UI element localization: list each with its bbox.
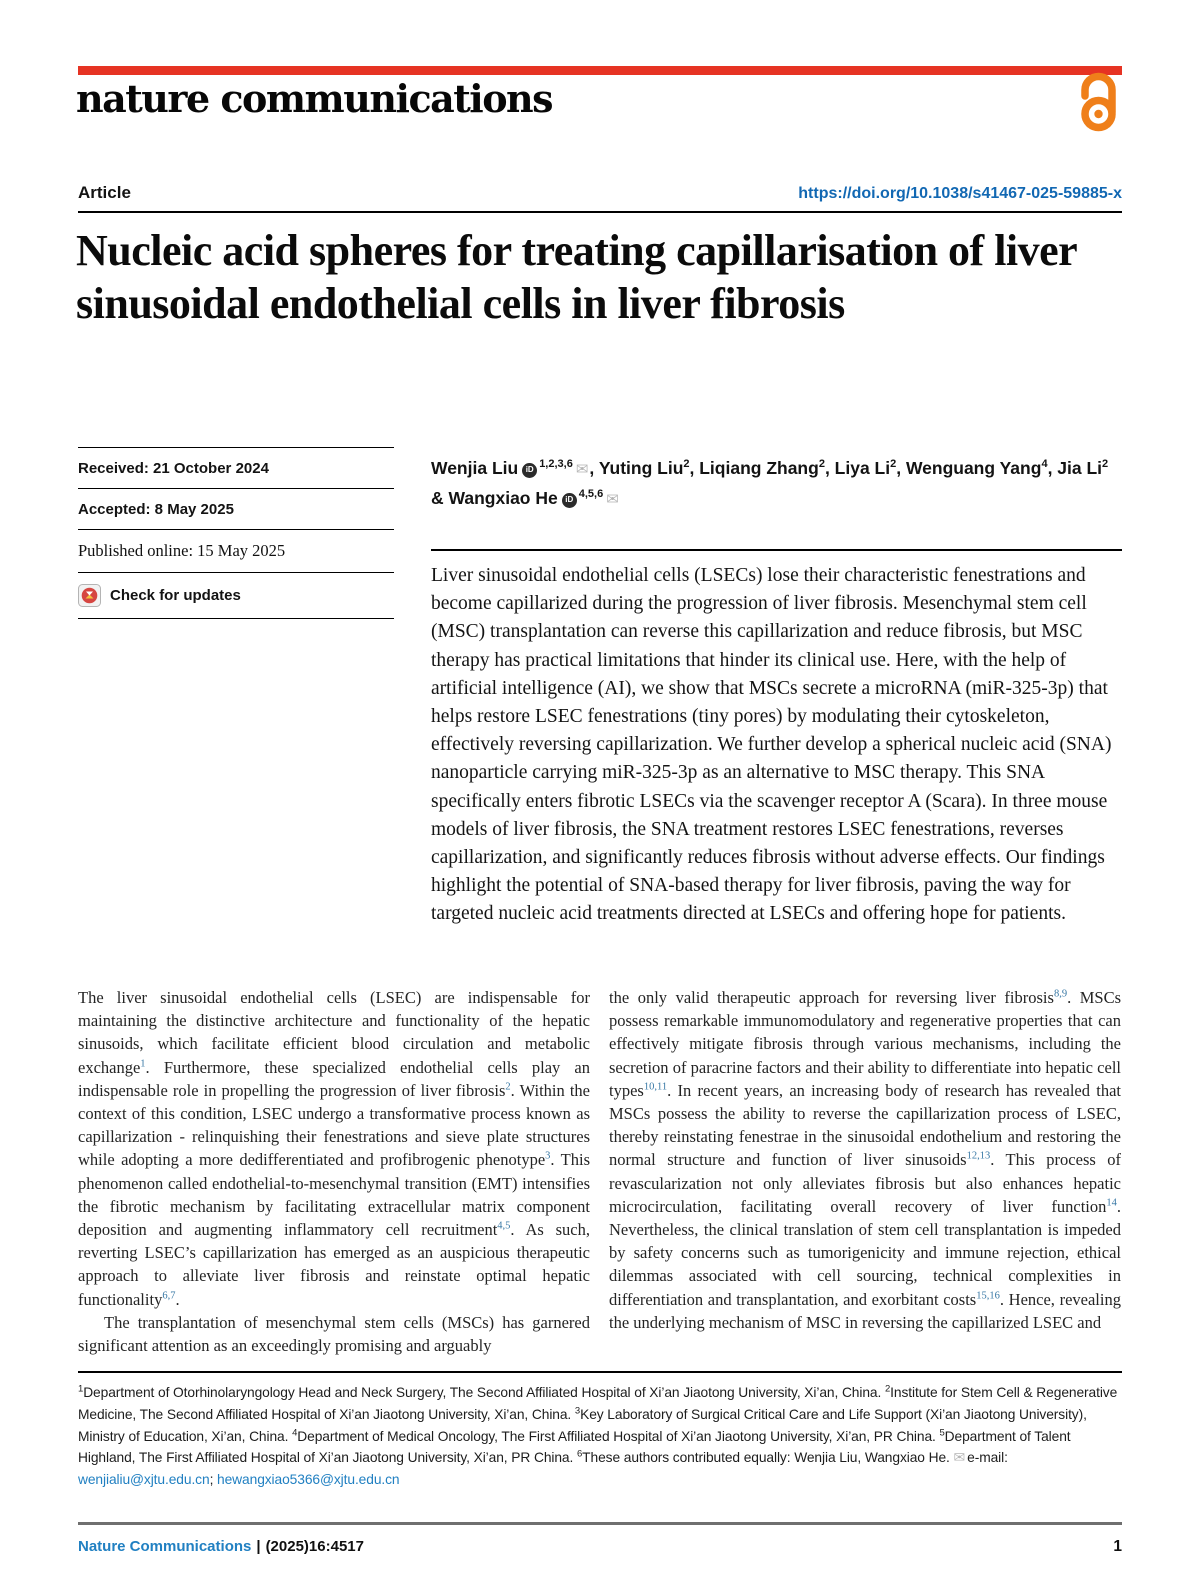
author-list: Wenjia Liu iD $^{1,2,3,6}$ ✉, Yuting Liu$^2$, Liqiang Zhang$^2$, Liya Li$^2$, Wenguang Yang$^4$, Jia Li$^2$ & Wangxiao He iD $^{4,5,6}$ ✉ — [431, 458, 1109, 508]
superscript: 4,5 — [497, 1220, 511, 1232]
superscript: 4 — [292, 1427, 298, 1438]
dates-rail — [78, 447, 394, 929]
article-type-label: Article — [78, 183, 131, 202]
footer-separator: | — [256, 1538, 261, 1555]
mail-icon: ✉ — [953, 1449, 966, 1466]
superscript: 2 — [505, 1081, 511, 1093]
superscript: 3 — [574, 1405, 581, 1417]
info-section — [78, 447, 1122, 929]
footer-volume-citation: (2025)16:4517 — [265, 1538, 364, 1555]
mail-icon: ✉ — [575, 461, 589, 478]
check-updates-row[interactable] — [78, 572, 394, 619]
brand-red-bar — [78, 66, 1122, 75]
footer-journal-link[interactable]: Nature Communications — [78, 1538, 252, 1555]
superscript: 3 — [545, 1150, 551, 1162]
accepted-date: Accepted: 8 May 2025 — [78, 500, 234, 518]
superscript: 2 — [1102, 458, 1109, 471]
crossmark-icon — [78, 584, 101, 607]
check-updates-label[interactable]: Check for updates — [110, 587, 241, 604]
page-footer — [78, 1522, 1122, 1556]
superscript: 12,13 — [966, 1150, 991, 1162]
accepted-row — [78, 488, 394, 529]
email-link[interactable]: wenjialiu@xjtu.edu.cn — [78, 1472, 210, 1488]
received-date: Received: 21 October 2024 — [78, 459, 269, 477]
superscript: 2 — [890, 458, 897, 471]
superscript: 8,9 — [1053, 988, 1068, 1000]
page-number: 1 — [1113, 1538, 1122, 1555]
superscript: 2 — [818, 458, 825, 471]
superscript: 5 — [939, 1427, 945, 1438]
superscript: 1,2,3,6 — [539, 458, 573, 471]
body-column-left — [78, 986, 590, 1357]
body-column-right — [609, 986, 1121, 1357]
body-paragraph: The liver sinusoidal endothelial cells (LSEC) are indispensable for maintaining the distinctive architecture and functionality of the hepatic sinusoids, which facilitate efficient blood circulation and metabolic exchange$^1$. Furthermore, these specialized endothelial cells play an indispensable role in propelling the progression of liver fibrosis$^2$. Within the context of this condition, LSEC undergo a transformative process known as capillarization - relinquishing their fenestrations and sieve plate structures while adopting a more dedifferentiated and profibrogenic phenotype$^3$. This phenomenon called endothelial-to-mesenchymal transition (EMT) intensifies the fibrotic mechanism by facilitating extracellular matrix component deposition and augmenting inflammatory cell recruitment$^{4,5}$. As such, reverting LSEC’s capillarization has emerged as an auspicious therapeutic approach to alleviate liver fibrosis and reinstate optimal hepatic functionality$^{6,7}$. — [78, 988, 591, 1309]
superscript: 10,11 — [643, 1081, 668, 1093]
authors-abstract-column — [431, 447, 1122, 929]
superscript: 6 — [576, 1448, 583, 1460]
superscript: 4 — [1041, 458, 1048, 471]
mail-icon: ✉ — [606, 491, 619, 508]
superscript: 6,7 — [162, 1290, 176, 1302]
superscript: 1 — [78, 1383, 84, 1395]
abstract-text: Liver sinusoidal endothelial cells (LSECs) lose their characteristic fenestrations and become capillarized during the progression of liver fibrosis. Mesenchymal stem cell (MSC) transplantation can reverse this capillarization and reduce fibrosis, but MSC therapy has practical limitations that hinder its clinical use. Here, with the help of artificial intelligence (AI), we show that MSCs secrete a microRNA (miR-325-3p) that helps restore LSEC fenestrations (tiny pores) by modulating their cytoskeleton, effectively reversing capillarization. We further develop a spherical nucleic acid (SNA) nanoparticle carrying miR-325-3p as an alternative to MSC therapy. This SNA specifically enters fibrotic LSECs via the scavenger receptor A (Scara). In three mouse models of liver fibrosis, the SNA treatment restores LSEC fenestrations, reverses capillarization, and significantly reduces fibrosis without adverse effects. Our findings highlight the potential of SNA-based therapy for liver fibrosis, paving the way for targeted nucleic acid treatments directed at LSECs and offering hope for patients. — [431, 565, 1112, 925]
email-link[interactable]: hewangxiao5366@xjtu.edu.cn — [217, 1472, 400, 1488]
open-access-icon — [1076, 72, 1120, 139]
received-row — [78, 447, 394, 488]
superscript: 2 — [884, 1383, 891, 1395]
superscript: 4,5,6 — [578, 488, 604, 501]
introduction-body — [78, 986, 1122, 1357]
superscript: 15,16 — [976, 1290, 1000, 1302]
affiliations-footnote: $^1$Department of Otorhinolaryngology Head and Neck Surgery, The Second Affiliated Hospital of Xi’an Jiaotong University, Xi’an, China. $^2$Institute for Stem Cell & Regenerative Medicine, The Second Affiliated Hospital of Xi’an Jiaotong University, Xi’an, China. $^3$Key Laboratory of Surgical Critical Care and Life Support (Xi’an Jiaotong University), Ministry of Education, Xi’an, China. $^4$Department of Medical Oncology, The First Affiliated Hospital of Xi’an Jiaotong University, Xi’an, PR China. $^5$Department of Talent Highland, The First Affiliated Hospital of Xi’an Jiaotong University, Xi’an, PR China. $^6$These authors contributed equally: Wenjia Liu, Wangxiao He. ✉ e-mail: wenjialiu@xjtu.edu.cn; hewangxiao5366@xjtu.edu.cn — [78, 1371, 1122, 1491]
paper-title: Nucleic acid spheres for treating capillarisation of liver sinusoidal endothelial cells in liver fibrosis — [76, 226, 1077, 328]
orcid-icon: iD — [562, 493, 577, 508]
orcid-icon: iD — [522, 463, 537, 478]
footer-citation — [78, 1538, 364, 1555]
published-date: Published online: 15 May 2025 — [78, 541, 286, 560]
superscript: 1 — [140, 1058, 146, 1070]
superscript: 14 — [1106, 1197, 1117, 1209]
journal-logo: nature communications — [76, 76, 553, 121]
body-paragraph: the only valid therapeutic approach for reversing liver fibrosis$^{8,9}$. MSCs possess remarkable immunomodulatory and regenerative properties that can effectively mitigate fibrosis through various mechanisms, including the secretion of paracrine factors and their ability to differentiate into hepatic cell types$^{10,11}$. In recent years, an increasing body of research has revealed that MSCs possess the ability to reverse the capillarization process of LSEC, thereby reinstating fenestrae in the sinusoidal endothelium and restoring the normal structure and function of liver sinusoids$^{12,13}$. This process of revascularization not only alleviates fibrosis but also enhances hepatic microcirculation, facilitating overall recovery of liver function$^{14}$. Nevertheless, the clinical translation of stem cell transplantation is impeded by safety concerns such as tumorigenicity and immune rejection, ethical dilemmas associated with cell sourcing, technical complexities in differentiation and transplantation, and exorbitant costs$^{15,16}$. Hence, revealing the underlying mechanism of MSC in reversing the capillarized LSEC and — [609, 988, 1122, 1332]
article-header-row — [78, 183, 1122, 213]
doi-link[interactable]: https://doi.org/10.1038/s41467-025-59885-x — [798, 185, 1122, 202]
superscript: 2 — [683, 458, 690, 471]
abstract-block — [431, 549, 1122, 929]
published-row — [78, 529, 394, 572]
body-paragraph: The transplantation of mesenchymal stem cells (MSCs) has garnered significant attention as an exceedingly promising and arguably — [78, 1312, 590, 1356]
